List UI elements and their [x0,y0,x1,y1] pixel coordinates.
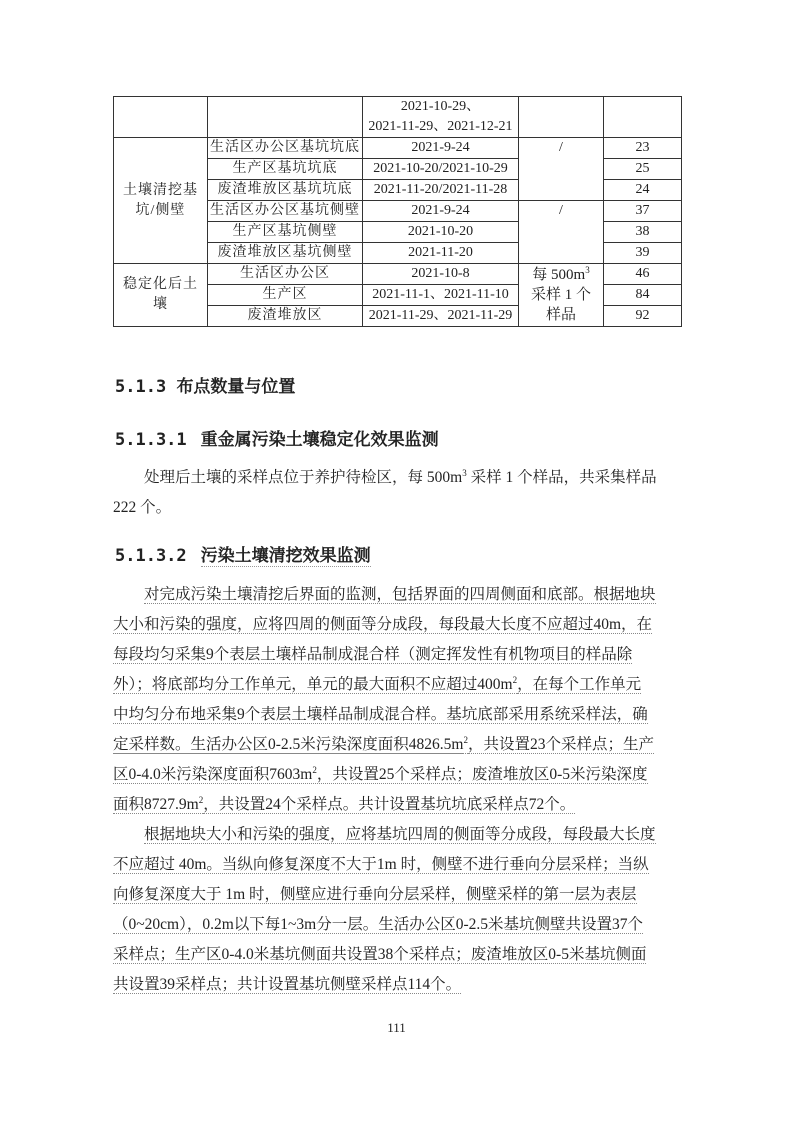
paragraph-line: 区0-4.0米污染深度面积$7603m^2$，共设置25个采样点；废渣堆放区0-5米污染深度 [113,764,648,783]
paragraph-line: 采样点；生产区0-4.0米基坑侧面共设置38个采样点；废渣堆放区0-5米基坑侧面 [113,946,647,963]
section-heading-5-1-3 [115,372,295,397]
date-cell: 2021-11-29、2021-11-29 [363,306,519,327]
date-cell: 2021-10-20/2021-10-29 [363,159,519,180]
paragraph-line: 外）；将底部均分工作单元，单元的最大面积不应超过$400m^2$，在每个工作单元 [113,674,642,693]
paragraph-line: 不应超过 40m。当纵向修复深度不大于1m 时，侧壁不进行垂向分层采样；当纵 [113,856,649,873]
paragraph-stabilization [113,463,681,523]
area-cell: 生活区办公区基坑侧壁 [208,201,363,222]
page-number: 111 [387,1020,406,1035]
section-title: 污染土壤清挖效果监测 [200,546,371,566]
date-cell: 2021-10-20 [363,222,519,243]
frequency-cell: / [519,201,604,264]
count-cell: 23 [604,138,682,159]
count-cell: 39 [604,243,682,264]
paragraph-line: 222 个。 [113,499,172,516]
paragraph-line: 对完成污染土壤清挖后界面的监测，包括界面的四周侧面和底部。根据地块 [144,586,656,603]
paragraph-line: 大小和污染的强度，应将四周的侧面等分成段，每段最大长度不应超过40m，在 [113,616,653,633]
paragraph-excavation-bottom [113,580,681,820]
section-number: 5.1.3.2 [115,546,187,566]
section-heading-5-1-3-1 [115,425,439,450]
area-cell: 废渣堆放区基坑侧壁 [208,243,363,264]
frequency-cell: 每 $500m^3$ 采样 1 个 样品 [519,264,604,327]
paragraph-line: （0~20cm），0.2m以下每1~3m分一层。生活办公区0-2.5米基坑侧壁共设置37个 [113,916,643,933]
frequency-cell: / [519,138,604,201]
section-number: 5.1.3 [115,377,167,397]
count-cell: 24 [604,180,682,201]
count-cell [604,97,682,138]
paragraph-line: 中均匀分布地采集9个表层土壤样品制成混合样。基坑底部采用系统采样法，确 [113,706,648,723]
date-cell: 2021-10-8 [363,264,519,285]
date-cell: 2021-11-20/2021-11-28 [363,180,519,201]
area-cell [208,97,363,138]
date-cell: 2021-11-1、2021-11-10 [363,285,519,306]
paragraph-line: 每段均匀采集9个表层土壤样品制成混合样（测定挥发性有机物项目的样品除 [113,646,633,663]
count-cell: 84 [604,285,682,306]
category-cell [114,97,208,138]
section-number: 5.1.3.1 [115,430,187,450]
paragraph-line: 面积$8727.9m^2$，共设置24个采样点。共计设置基坑坑底采样点72个。 [113,794,576,813]
count-cell: 92 [604,306,682,327]
section-heading-5-1-3-2 [115,541,371,566]
table-row [114,138,682,159]
count-cell: 46 [604,264,682,285]
paragraph-line: 根据地块大小和污染的强度，应将基坑四周的侧面等分成段，每段最大长度 [144,826,656,843]
area-cell: 生产区 [208,285,363,306]
date-cell: 2021-10-29、 2021-11-29、2021-12-21 [363,97,519,138]
frequency-cell [519,97,604,138]
category-cell: 土壤清挖基 坑/侧壁 [114,138,208,264]
area-cell: 生活区办公区 [208,264,363,285]
sampling-table [113,96,682,327]
paragraph-line: 共设置39采样点；共计设置基坑侧壁采样点114个。 [113,976,462,993]
paragraph-line: 处理后土壤的采样点位于养护待检区，每 $500m^3$ 采样 1 个样品，共采集样品 [144,467,657,486]
paragraph-line: 向修复深度大于 1m 时，侧壁应进行垂向分层采样，侧壁采样的第一层为表层 [113,886,637,903]
count-cell: 38 [604,222,682,243]
date-cell: 2021-11-20 [363,243,519,264]
date-cell: 2021-9-24 [363,201,519,222]
area-cell: 生产区基坑坑底 [208,159,363,180]
date-cell: 2021-9-24 [363,138,519,159]
section-title: 布点数量与位置 [176,377,296,397]
paragraph-line: 定采样数。生活办公区0-2.5米污染深度面积$4826.5m^2$，共设置23个采样点；生产 [113,734,654,753]
table-row [114,97,682,138]
count-cell: 37 [604,201,682,222]
table-row [114,264,682,285]
area-cell: 废渣堆放区基坑坑底 [208,180,363,201]
section-title: 重金属污染土壤稳定化效果监测 [200,430,439,450]
area-cell: 生产区基坑侧壁 [208,222,363,243]
count-cell: 25 [604,159,682,180]
area-cell: 生活区办公区基坑坑底 [208,138,363,159]
area-cell: 废渣堆放区 [208,306,363,327]
category-cell: 稳定化后土 壤 [114,264,208,327]
paragraph-excavation-sidewall [113,820,681,1000]
